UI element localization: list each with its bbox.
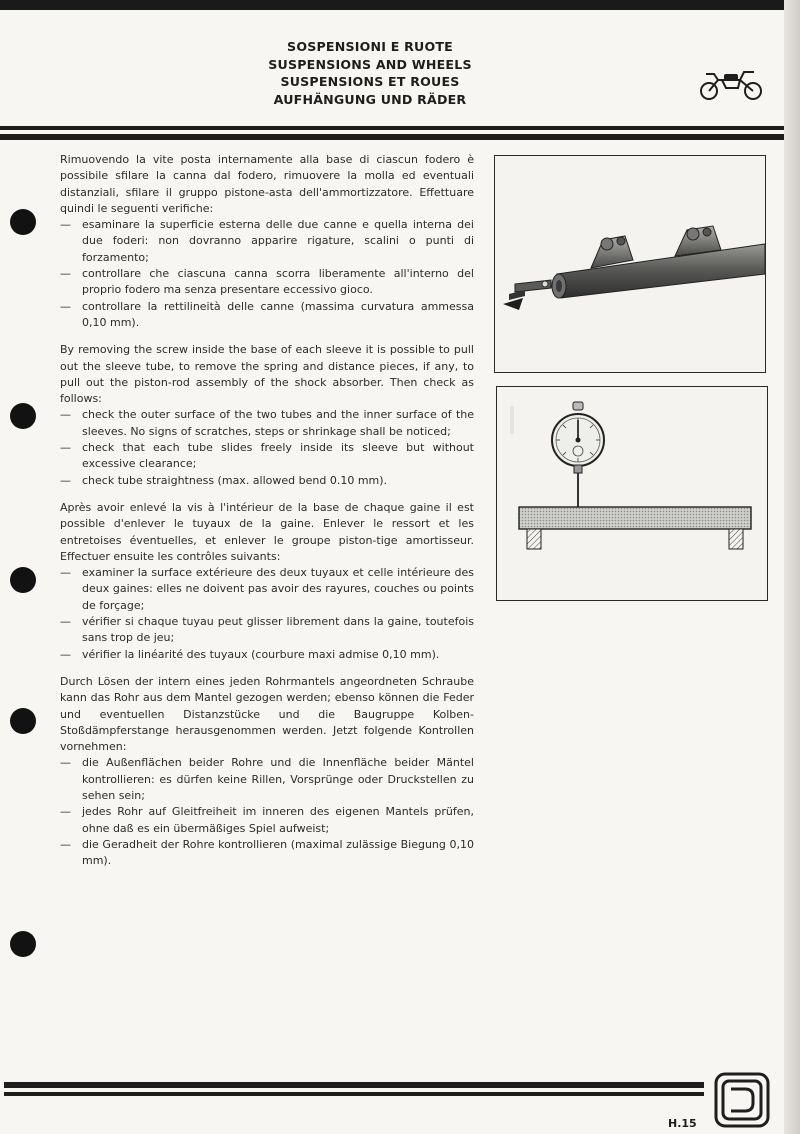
motorcycle-icon — [696, 66, 766, 102]
list-item: — examiner la surface extérieure des deux tuyaux et celle intérieure des deux gaines: elles ne doivent pas avoir des rayures, couches ou points de forçage; — [60, 565, 474, 614]
section-intro: Rimuovendo la vite posta internamente alla base di ciascun fodero è possibile sfilare la canna dal fodero, rimuovere la molla ed eventuali distanziali, sfilare il gruppo pistone-asta dell'ammortizzatore. Effettuare quindi le seguenti verifiche: — [60, 153, 474, 215]
binder-hole — [10, 209, 36, 235]
check-list — [60, 217, 474, 331]
page-number: H.15 — [668, 1117, 697, 1130]
section-intro: Après avoir enlevé la vis à l'intérieur de la base de chaque gaine il est possible d'enlever le tuyaux de la gaine. Enlever le ressort et les entretoises éventuelles, et enlever le groupe piston-tige amortisseur. Effectuer ensuite les contrôles suivants: — [60, 500, 474, 563]
list-item: — jedes Rohr auf Gleitfreiheit im inneren des eigenen Mantels prüfen, ohne daß es ein übermäßiges Spiel aufweist; — [60, 804, 474, 837]
list-item: — check the outer surface of the two tubes and the inner surface of the sleeves. No signs of scratches, steps or shrinkage shall be noticed; — [60, 407, 474, 440]
section-german — [60, 674, 474, 870]
section-intro: Durch Lösen der intern eines jeden Rohrmantels angeordneten Schraube kann das Rohr aus dem Mantel gezogen werden; ebenso können die Feder und eventuellen Distanzstücke und die Baugruppe Kolben-Stoßdämpferstange herausgenommen werden. Jetzt folgende Kontrollen vornehmen: — [60, 674, 474, 754]
check-list — [60, 755, 474, 869]
text-column — [60, 152, 474, 880]
dial-gauge-illustration — [497, 387, 767, 600]
header-rule-thin — [0, 126, 784, 130]
binder-hole — [10, 708, 36, 734]
section-italian — [60, 152, 474, 331]
section-intro: By removing the screw inside the base of each sleeve it is possible to pull out the sleeve tube, to remove the spring and distance pieces, if any, to pull out the piston-rod assembly of the shock absorber. Then check as follows: — [60, 343, 474, 406]
fork-sleeve-illustration — [495, 156, 765, 372]
list-item: — controllare la rettilineità delle canne (massima curvatura ammessa 0,10 mm). — [60, 299, 474, 332]
header-title-en: SUSPENSIONS AND WHEELS — [268, 56, 472, 72]
scan-top-edge — [0, 0, 800, 10]
list-item: — check that each tube slides freely inside its sleeve but without excessive clearance; — [60, 440, 474, 473]
list-item: — die Geradheit der Rohre kontrollieren (maximal zulässige Biegung 0,10 mm). — [60, 837, 474, 870]
binder-hole — [10, 931, 36, 957]
list-item: — vérifier la linéarité des tuyaux (courbure maxi admise 0,10 mm). — [60, 647, 474, 663]
footer-rule-thick — [4, 1082, 704, 1088]
list-item: — controllare che ciascuna canna scorra liberamente all'interno del proprio fodero ma senza presentare eccessivo gioco. — [60, 266, 474, 299]
list-item: — vérifier si chaque tuyau peut glisser librement dans la gaine, toutefois sans trop de jeu; — [60, 614, 474, 647]
header-rule-thick — [0, 134, 784, 140]
header-title-fr: SUSPENSIONS ET ROUES — [280, 74, 460, 89]
list-item: — check tube straightness (max. allowed bend 0.10 mm). — [60, 473, 474, 489]
binder-hole — [10, 403, 36, 429]
section-english — [60, 342, 474, 489]
binder-hole — [10, 567, 36, 593]
header-title-it: SOSPENSIONI E RUOTE — [287, 39, 453, 54]
section-french — [60, 500, 474, 663]
footer-rule-thin — [4, 1092, 704, 1096]
list-item: — esaminare la superficie esterna delle due canne e quella interna dei due foderi: non dovranno apparire rigature, scalini o punti di forzamento; — [60, 217, 474, 266]
fork-sleeve-figure — [494, 155, 766, 373]
dial-gauge-figure — [496, 386, 768, 601]
publisher-logo-icon — [714, 1072, 770, 1128]
check-list — [60, 565, 474, 663]
list-item: — die Außenflächen beider Rohre und die Innenfläche beider Mäntel kontrollieren: es dürfen keine Rillen, Vorsprünge oder Druckstellen zu sehen sein; — [60, 755, 474, 804]
check-list — [60, 407, 474, 488]
page-header — [230, 38, 510, 108]
scan-right-edge — [784, 0, 800, 1134]
header-title-de: AUFHÄNGUNG UND RÄDER — [273, 91, 467, 107]
